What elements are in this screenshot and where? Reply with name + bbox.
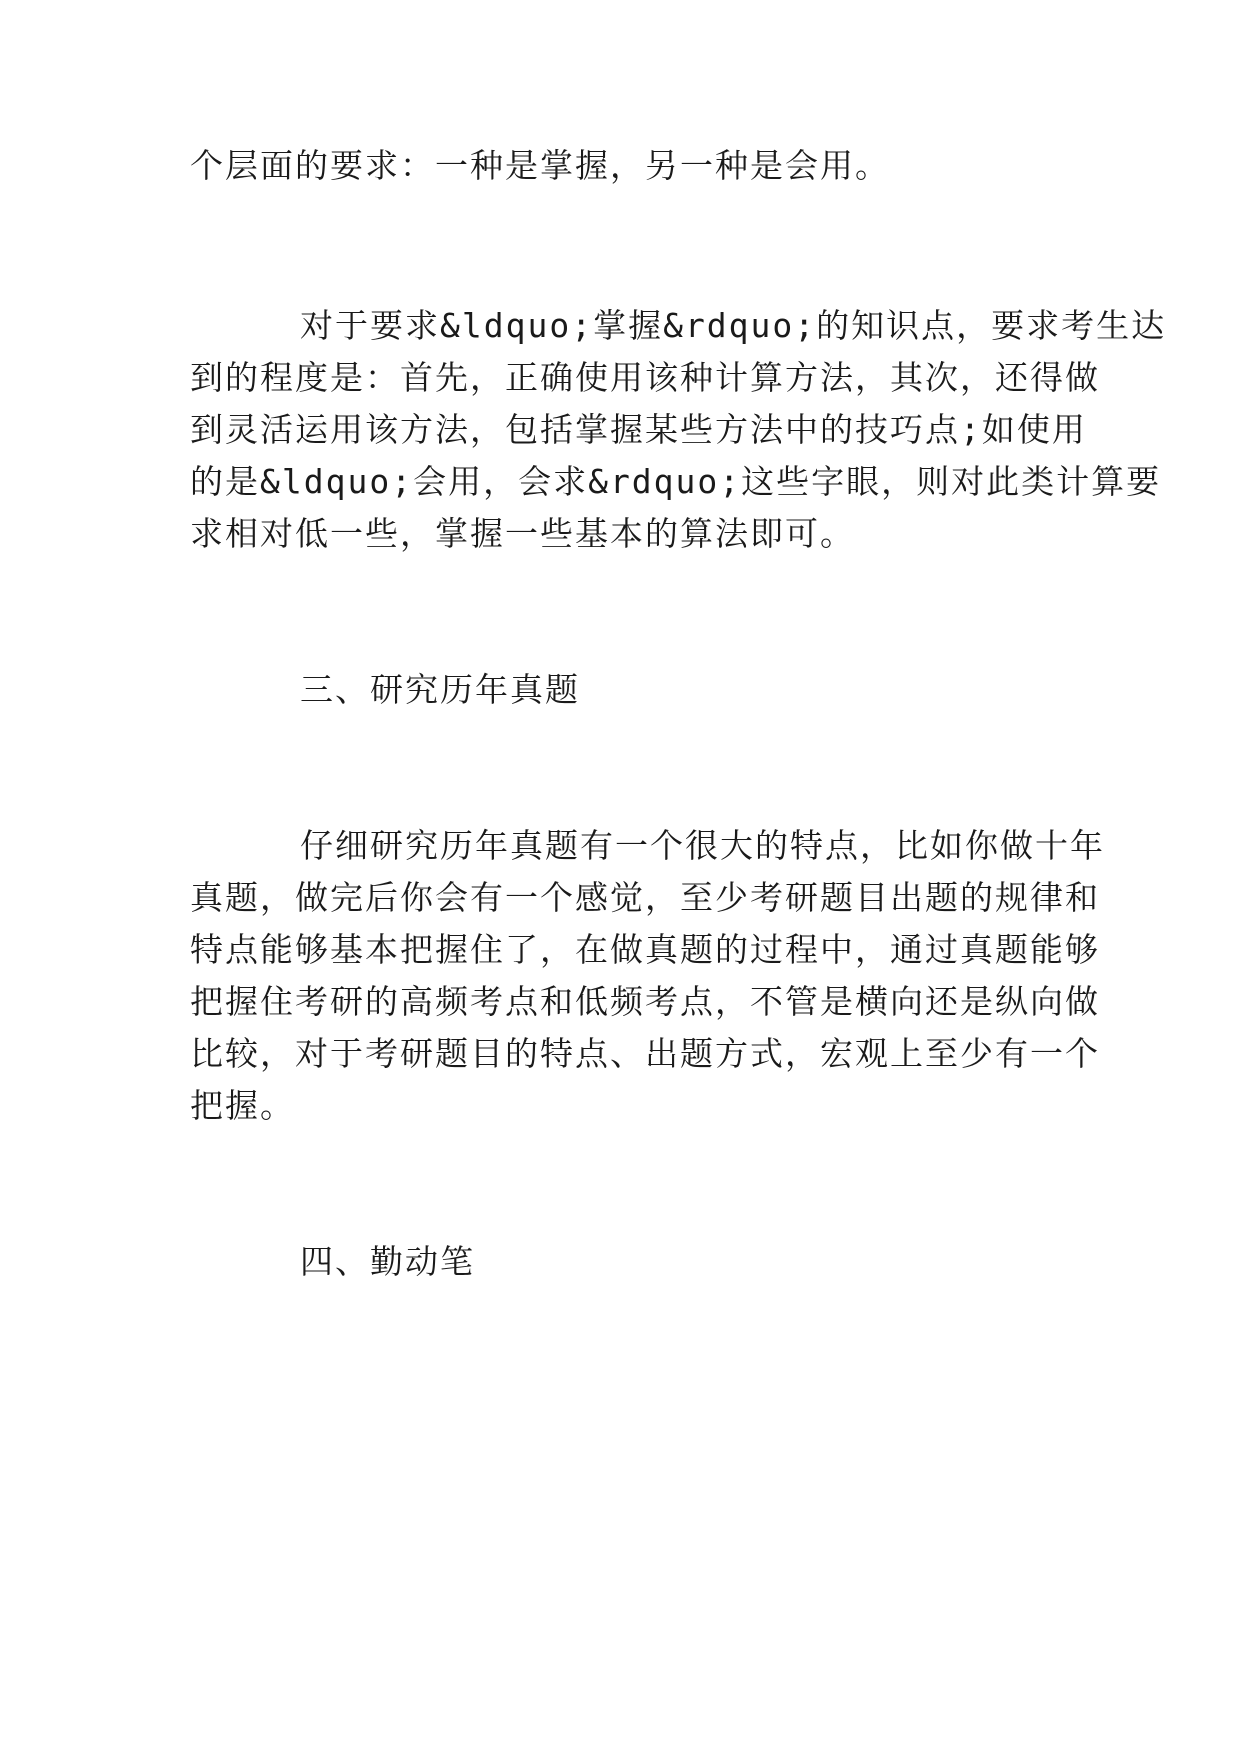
section-heading: 三、研究历年真题 xyxy=(300,670,580,709)
paragraph-line: 真题，做完后你会有一个感觉，至少考研题目出题的规律和 xyxy=(190,878,1100,917)
paragraph-line: 到的程度是：首先，正确使用该种计算方法，其次，还得做 xyxy=(190,358,1100,397)
paragraph-line: 对于要求&ldquo;掌握&rdquo;的知识点，要求考生达 xyxy=(300,306,1167,345)
paragraph-line: 求相对低一些，掌握一些基本的算法即可。 xyxy=(190,514,855,553)
paragraph-line: 的是&ldquo;会用，会求&rdquo;这些字眼，则对此类计算要 xyxy=(190,462,1162,501)
paragraph-line: 特点能够基本把握住了，在做真题的过程中，通过真题能够 xyxy=(190,930,1100,969)
paragraph-line: 把握。 xyxy=(190,1086,295,1125)
paragraph-line: 比较，对于考研题目的特点、出题方式，宏观上至少有一个 xyxy=(190,1034,1100,1073)
paragraph-line: 到灵活运用该方法，包括掌握某些方法中的技巧点;如使用 xyxy=(190,410,1087,449)
paragraph-line: 个层面的要求：一种是掌握，另一种是会用。 xyxy=(190,146,890,185)
paragraph-line: 仔细研究历年真题有一个很大的特点，比如你做十年 xyxy=(300,826,1105,865)
paragraph-line: 把握住考研的高频考点和低频考点，不管是横向还是纵向做 xyxy=(190,982,1100,1021)
section-heading: 四、勤动笔 xyxy=(300,1242,475,1281)
